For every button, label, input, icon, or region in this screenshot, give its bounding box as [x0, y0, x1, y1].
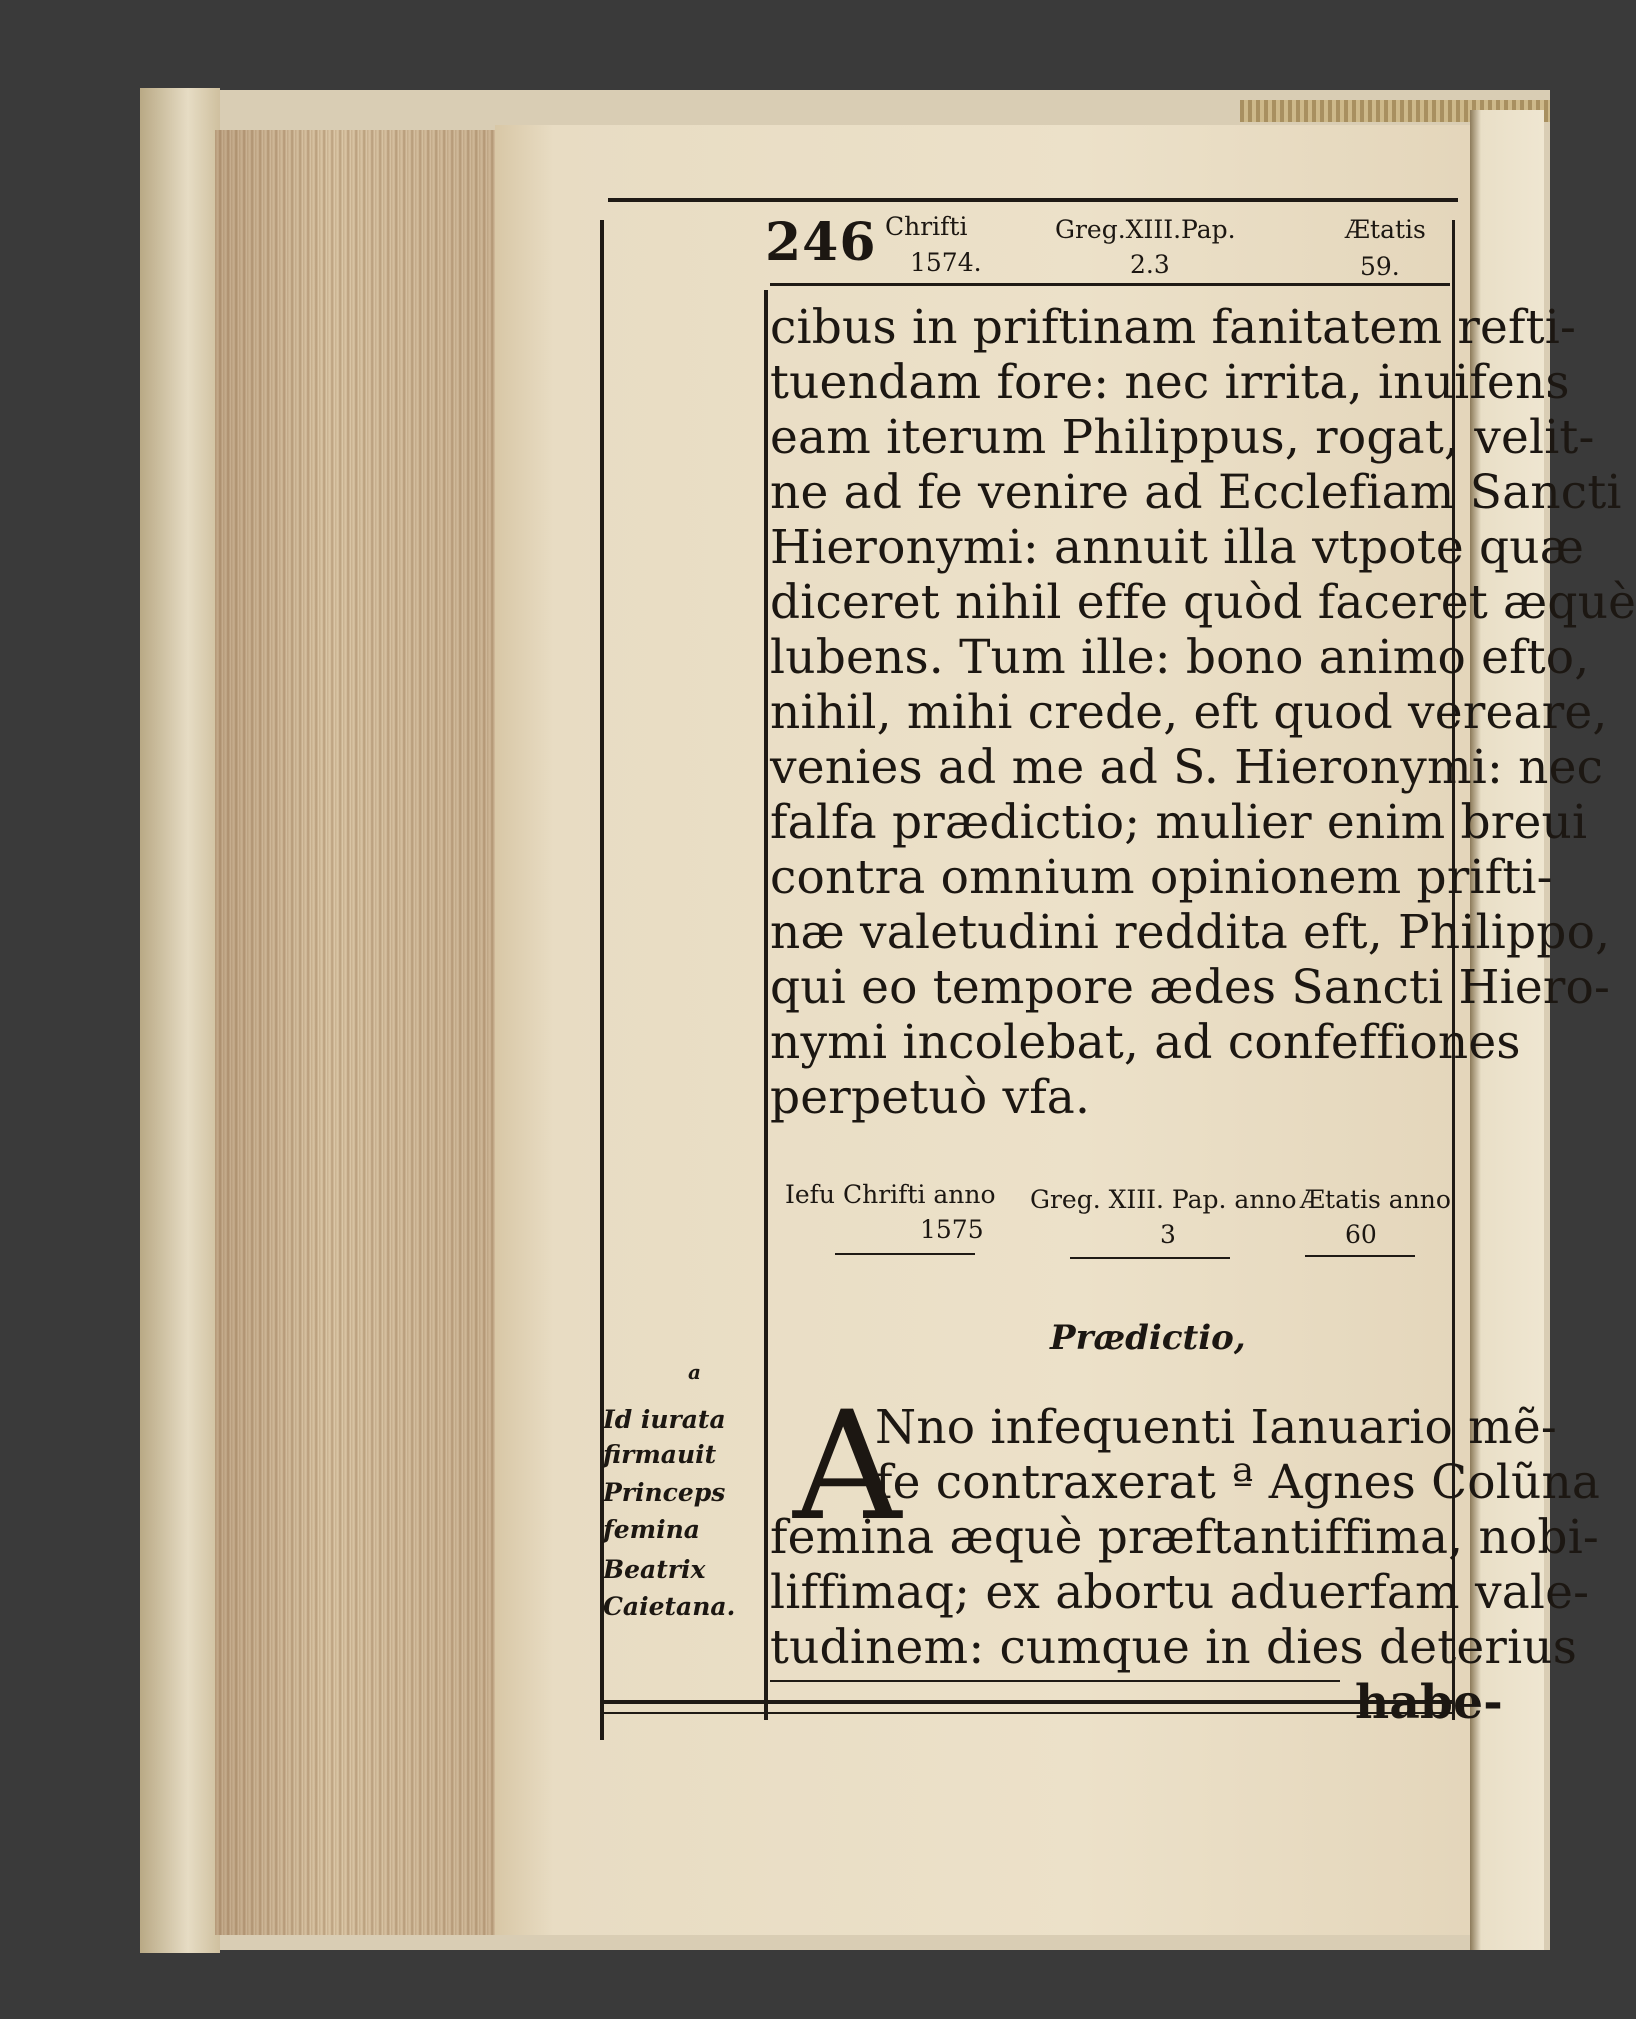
- header-pope-label: Greg.XIII.Pap.: [1055, 215, 1236, 244]
- paragraph-line-2: fe contraxerat ª Agnes Colũna: [875, 1455, 1601, 1510]
- header-christi-label: Chrifti: [885, 212, 968, 241]
- paragraph-line-4: liffimaq; ex abortu aduerfam vale-: [770, 1565, 1590, 1620]
- body-line-3: eam iterum Philippus, rogat, velit-: [770, 410, 1595, 465]
- body-line-13: qui eo tempore ædes Sancti Hiero-: [770, 960, 1611, 1015]
- catchword: habe-: [1355, 1675, 1503, 1730]
- frame-top-rule: [608, 198, 1458, 202]
- paragraph-line-3: femina æquè præftantiffima, nobi-: [770, 1510, 1600, 1565]
- header-christi-year: 1574.: [910, 248, 982, 277]
- body-line-5: Hieronymi: annuit illa vtpote quæ: [770, 520, 1585, 575]
- margin-note-line-1: Id iurata: [603, 1405, 726, 1434]
- body-line-10: falfa prædictio; mulier enim breui: [770, 795, 1588, 850]
- body-line-6: diceret nihil effe quòd faceret æquè: [770, 575, 1636, 630]
- catchword-rule: [770, 1680, 1340, 1682]
- margin-note-marker: a: [688, 1360, 701, 1384]
- header-age-value: 59.: [1360, 252, 1400, 281]
- margin-note-line-3: Princeps: [603, 1478, 726, 1507]
- margin-note-line-6: Caietana.: [603, 1592, 736, 1621]
- page-edges: [215, 130, 505, 1935]
- section-pope-year: 3: [1160, 1220, 1176, 1249]
- body-line-7: lubens. Tum ille: bono animo efto,: [770, 630, 1590, 685]
- section-age-value: 60: [1345, 1220, 1377, 1249]
- body-line-12: næ valetudini reddita eft, Philippo,: [770, 905, 1611, 960]
- header-pope-year: 2.3: [1130, 250, 1170, 279]
- body-line-11: contra omnium opinionem prifti-: [770, 850, 1553, 905]
- section-title: Prædictio,: [1050, 1318, 1246, 1358]
- margin-note-line-4: femina: [603, 1515, 700, 1544]
- margin-note-line-2: firmauit: [603, 1440, 717, 1469]
- section-age-label: Ætatis anno: [1300, 1185, 1451, 1214]
- paragraph-line-1: Nno infequenti Ianuario mẽ-: [875, 1400, 1557, 1455]
- header-age-label: Ætatis: [1345, 215, 1426, 244]
- frame-left-rule: [600, 220, 604, 1740]
- body-line-2: tuendam fore: nec irrita, inuifens: [770, 355, 1570, 410]
- section-rule-2: [1070, 1257, 1230, 1259]
- section-rule-3: [1305, 1255, 1415, 1257]
- margin-note-line-5: Beatrix: [603, 1555, 706, 1584]
- section-christi-year: 1575: [920, 1215, 984, 1244]
- body-line-9: venies ad me ad S. Hieronymi: nec: [770, 740, 1604, 795]
- frame-bottom-rule: [600, 1700, 1455, 1704]
- vellum-cover: [140, 88, 220, 1953]
- frame-bottom-rule-2: [600, 1712, 1455, 1714]
- drop-cap: A: [793, 1380, 902, 1554]
- body-line-4: ne ad fe venire ad Ecclefiam Sancti: [770, 465, 1622, 520]
- header-rule: [770, 283, 1450, 286]
- section-rule-1: [835, 1253, 975, 1255]
- page-number: 246: [765, 212, 877, 273]
- body-line-15: perpetuò vfa.: [770, 1070, 1091, 1125]
- paragraph-line-5: tudinem: cumque in dies deterius: [770, 1620, 1578, 1675]
- text-left-rule: [764, 290, 768, 1720]
- section-christi-label: Iefu Chrifti anno: [785, 1180, 996, 1209]
- body-line-1: cibus in priftinam fanitatem refti-: [770, 300, 1577, 355]
- body-line-14: nymi incolebat, ad confeffiones: [770, 1015, 1521, 1070]
- section-pope-label: Greg. XIII. Pap. anno: [1030, 1185, 1297, 1214]
- body-line-8: nihil, mihi crede, eft quod vereare,: [770, 685, 1608, 740]
